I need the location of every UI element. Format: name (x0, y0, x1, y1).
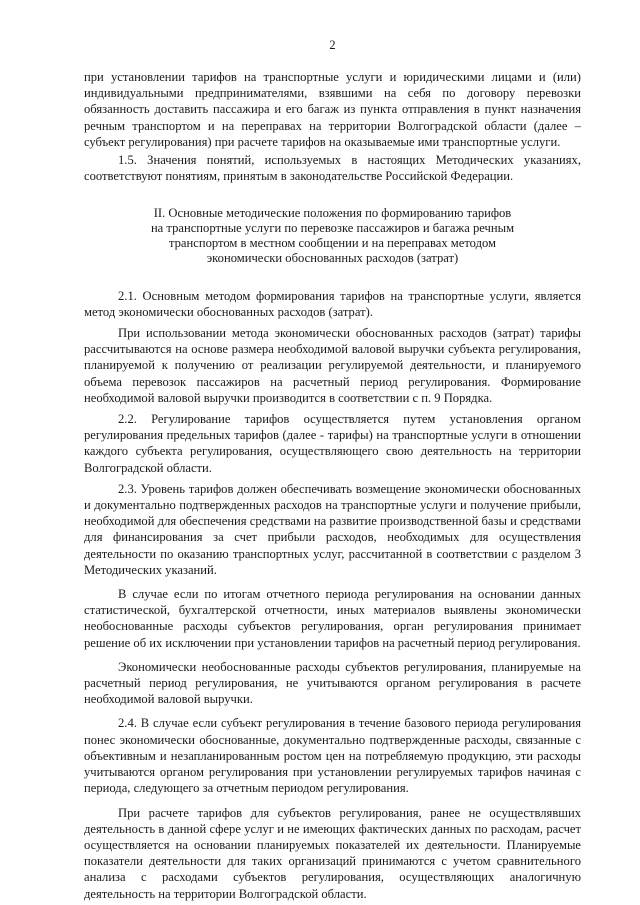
paragraph-2-3: 2.3. Уровень тарифов должен обеспечивать возмещение экономически обоснованных и документально подтвержденных расходов на транспортные услуги и получение прибыли, необходимой для обеспечения средствами на развитие производственной базы и средствами для финансирования за счет прибыли расходов, необходимых для осуществления деятельности по оказанию транспортных услуг, рассчитанной в соответствии с разделом 3 Методических указаний. (84, 481, 581, 577)
section-heading-line: экономически обоснованных расходов (затрат) (206, 250, 459, 265)
section-heading (84, 206, 581, 265)
paragraph-2-1: 2.1. Основным методом формирования тарифов на транспортные услуги, является метод экономически обоснованных расходов (затрат). (84, 288, 581, 319)
page-number: 2 (329, 38, 336, 52)
section-heading-line: транспортом в местном сообщении и на переправах методом (168, 236, 497, 251)
paragraph-2-4: 2.4. В случае если субъект регулирования в течение базового периода регулирования понес экономически обоснованные, документально подтвержденные расходы, связанные с объективным и незапланированным ростом цен на потребляемую продукцию, эти расходы учитываются органом регулирования при установлении регулируемых тарифов начиная с периода, следующего за отчетным периодом регулирования. (84, 716, 581, 796)
paragraph-2-2: 2.2. Регулирование тарифов осуществляется путем установления органом регулирования предельных тарифов (далее - тарифы) на транспортные услуги в отношении каждого субъекта регулирования, осуществляющего свою деятельность на территории Волгоградской области. (84, 412, 581, 475)
paragraph-method-description: При использовании метода экономически обоснованных расходов (затрат) тарифы рассчитываются на основе размера необходимой валовой выручки субъекта регулирования, планируемой к получению от реализации регулируемой деятельности, и планируемого объема перевозок пассажиров на расчетный период регулирования. Формирование необходимой валовой выручки производится в соответствии с п. 9 Порядка. (84, 326, 581, 405)
section-heading-line: II. Основные методические положения по формированию тарифов (153, 206, 512, 221)
paragraph-unjustified-expenses: В случае если по итогам отчетного периода регулирования на основании данных статистической, бухгалтерской отчетности, иных материалов выявлены экономически необоснованные расходы субъектов регулирования, орган регулирования принимает решение об их исключении при установлении тарифов на расчетный период регулирования. (84, 587, 581, 650)
paragraph-new-entities: При расчете тарифов для субъектов регулирования, ранее не осуществлявших деятельность в данной сфере услуг и не имеющих фактических данных по расходам, расчет осуществляется на основании планируемых показателей их деятельности. Планируемые показатели деятельности для таких организаций принимаются с учетом сравнительного анализа с расходами субъектов регулирования, осуществляющих аналогичную деятельность на территории Волгоградской области. (84, 805, 581, 901)
section-heading-line: на транспортные услуги по перевозке пассажиров и багажа речным (150, 221, 515, 236)
paragraph-continuation: при установлении тарифов на транспортные услуги и юридическими лицами и (или) индивидуальными предпринимателями, взявшими на себя по договору перевозки обязанность доставить пассажира и его багаж из пункта отправления в пункт назначения речным транспортом и на переправах на территории Волгоградской области (далее – субъект регулирования) при расчете тарифов на оказываемые ими транспортные услуги. (84, 70, 581, 149)
paragraph-1-5: 1.5. Значения понятий, используемых в настоящих Методических указаниях, соответствуют понятиям, принятым в законодательстве Российской Федерации. (84, 153, 581, 184)
paragraph-planned-expenses: Экономически необоснованные расходы субъектов регулирования, планируемые на расчетный период регулирования, не учитываются органом регулирования в расчете необходимой валовой выручки. (84, 659, 581, 707)
